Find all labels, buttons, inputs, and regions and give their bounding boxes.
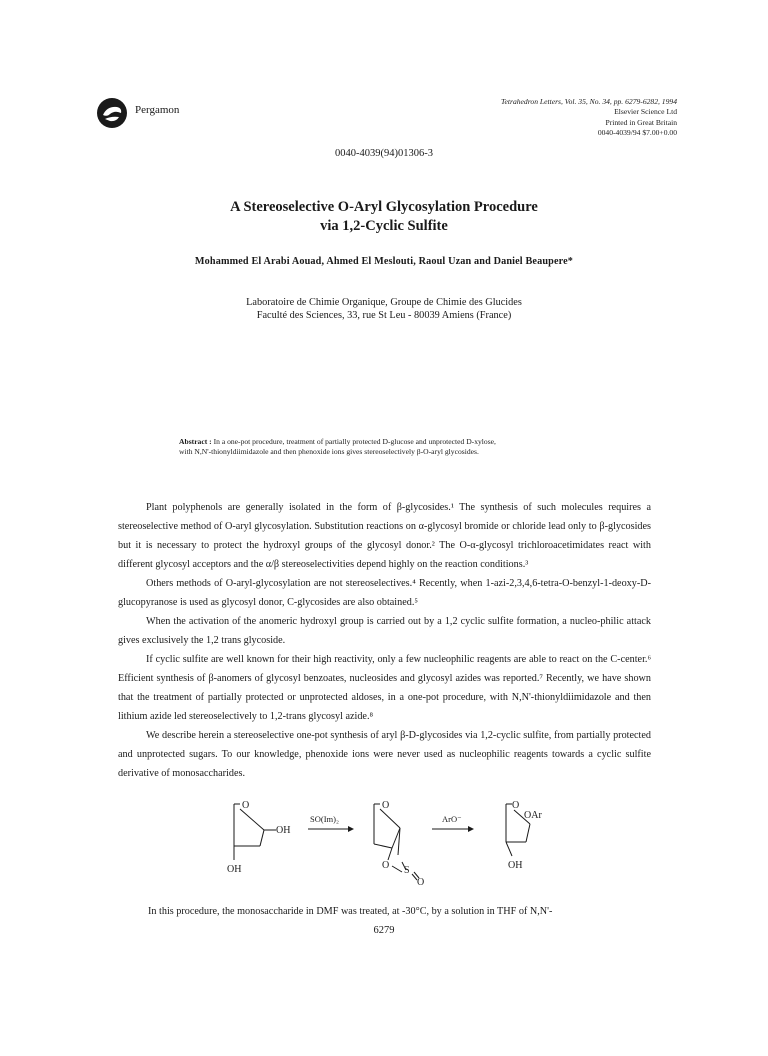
c2-oh-start: OH (227, 864, 242, 875)
title-line-1: A Stereoselective O-Aryl Glycosylation Procedure (230, 199, 538, 215)
journal-meta (501, 97, 677, 139)
abstract-line-1: In a one-pot procedure, treatment of partially protected D-glucose and unprotected D-xylose, (213, 437, 496, 446)
body-text (118, 498, 651, 783)
reagent-1: SO(Im)₂ (310, 814, 339, 824)
continuing-line: In this procedure, the monosaccharide in DMF was treated, at -30°C, by a solution in THF of N,N'- (148, 906, 553, 917)
starting-sugar (234, 804, 276, 860)
pergamon-logo-icon (97, 98, 127, 128)
abstract (179, 437, 609, 457)
ring-o-3: O (512, 800, 520, 811)
sulfite-o-1: O (382, 860, 390, 871)
cyclic-sulfite (374, 804, 419, 880)
journal-line: Tetrahedron Letters, Vol. 35, No. 34, pp. 6279-6282, 1994 (501, 97, 677, 106)
ring-o-1: O (242, 800, 250, 811)
article-title (0, 198, 768, 236)
sulfite-o-2: O (417, 877, 425, 885)
sulfite-s: S (404, 865, 410, 876)
abstract-label: Abstract : (179, 437, 212, 446)
publisher-line: Elsevier Science Ltd (614, 107, 677, 117)
paragraph-3: When the activation of the anomeric hydroxyl group is carried out by a 1,2 cyclic sulfite formation, a nucleo-philic attack gives exclusively the 1,2 trans glycoside. (118, 616, 651, 646)
issn-line: 0040-4039/94 $7.00+0.00 (597, 128, 677, 138)
ring-o-2: O (382, 800, 390, 811)
doi: 0040-4039(94)01306-3 (335, 148, 433, 159)
oar-group: OAr (524, 810, 542, 821)
reaction-scheme (222, 800, 562, 885)
printed-line: Printed in Great Britain (605, 117, 677, 127)
publisher-name: Pergamon (135, 104, 180, 116)
c2-oh-product: OH (508, 860, 523, 871)
affiliation-line-2: Faculté des Sciences, 33, rue St Leu - 80039 Amiens (France) (256, 310, 512, 321)
reagent-2: ArO⁻ (442, 814, 462, 824)
anomeric-oh: OH (276, 825, 291, 836)
paragraph-1: Plant polyphenols are generally isolated in the form of β-glycosides.¹ The synthesis of such molecules requires a stereoselective method of O-aryl glycosylation. Substitution reactions on α-glycosyl bromide or chloride lead only to β-glycosides but it is necessary to protect the hydroxyl groups of the glycosyl donor.² The O-α-glycosyl trichloroacetimidates react with different glycosyl acceptors and the α/β stereoselectivities depend highly on the reaction conditions.³ (118, 502, 651, 570)
affiliation (0, 296, 768, 322)
paragraph-4: If cyclic sulfite are well known for their high reactivity, only a few nucleophilic reagents are able to react on the C-center.⁶ Efficient synthesis of β-anomers of glycosyl benzoates, nucleosides and glycosyl azides was reported.⁷ Recently, we have shown that the treatment of partially protected or unprotected aldoses, in a one-pot procedure, with N,N'-thionyldiimidazole and then lithium azide led stereoselectively to 1,2-trans glycosyl azide.⁸ (118, 654, 651, 722)
title-line-2: via 1,2-Cyclic Sulfite (320, 218, 448, 234)
affiliation-line-1: Laboratoire de Chimie Organique, Groupe de Chimie des Glucides (246, 297, 522, 308)
paragraph-2: Others methods of O-aryl-glycosylation are not stereoselectives.⁴ Recently, when 1-azi-2,3,4,6-tetra-O-benzyl-1-deoxy-D-glucopyranose is used as glycosyl donor, C-glycosides are also obtained.⁵ (118, 578, 651, 608)
authors: Mohammed El Arabi Aouad, Ahmed El Meslouti, Raoul Uzan and Daniel Beaupere* (194, 256, 574, 267)
abstract-line-2: with N,N'-thionyldiimidazole and then phenoxide ions gives stereoselectively β-O-aryl glycosides. (179, 447, 479, 456)
page-number: 6279 (373, 925, 395, 936)
paragraph-5: We describe herein a stereoselective one-pot synthesis of aryl β-D-glycosides via 1,2-cyclic sulfite, from partially protected and unprotected sugars. To our knowledge, phenoxide ions were never used as nucleophilic reagents towards a cyclic sulfite derivative of monosaccharides. (118, 730, 651, 779)
